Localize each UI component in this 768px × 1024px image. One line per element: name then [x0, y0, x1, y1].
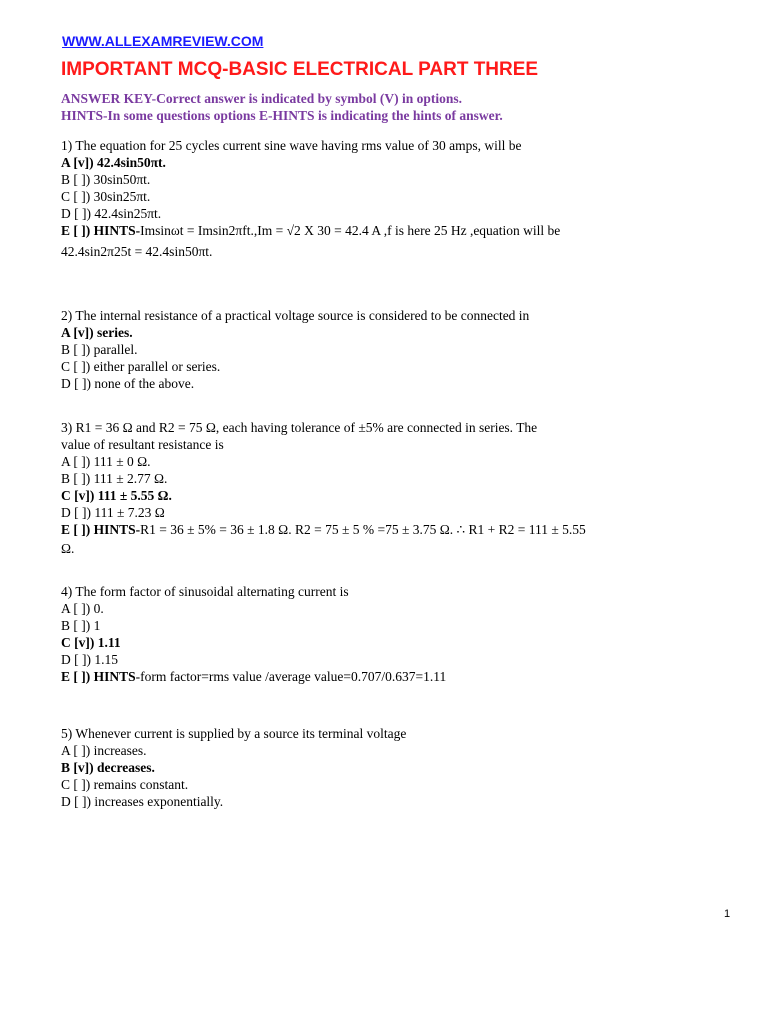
hint-line [61, 222, 681, 239]
question-4 [61, 583, 681, 685]
question-stem: 4) The form factor of sinusoidal alternating current is [61, 584, 349, 599]
hint-text: Imsinωt = Imsin2πft.,Im = √2 X 30 = 42.4 A ,f is here 25 Hz ,equation will be [140, 223, 561, 238]
option-a: A [ ]) 0. [61, 601, 104, 616]
answer-key-note: ANSWER KEY-Correct answer is indicated by symbol (V) in options. [61, 91, 463, 106]
option-d: D [ ]) 111 ± 7.23 Ω [61, 505, 165, 520]
option-a-correct: A [v]) 42.4sin50πt. [61, 155, 166, 170]
hint-line [61, 521, 681, 538]
question-3 [61, 419, 681, 557]
option-b-correct: B [v]) decreases. [61, 760, 155, 775]
hint-label: E [ ]) HINTS- [61, 223, 141, 238]
option-a: A [ ]) 111 ± 0 Ω. [61, 454, 151, 469]
option-a: A [ ]) increases. [61, 743, 147, 758]
question-1 [61, 137, 681, 260]
question-stem: 2) The internal resistance of a practical voltage source is considered to be connected in [61, 308, 530, 323]
option-c: C [ ]) either parallel or series. [61, 359, 221, 374]
option-a-correct: A [v]) series. [61, 325, 133, 340]
question-stem-continued: value of resultant resistance is [61, 437, 224, 452]
question-stem: 5) Whenever current is supplied by a source its terminal voltage [61, 726, 407, 741]
option-c: C [ ]) remains constant. [61, 777, 189, 792]
hint-text-continued: Ω. [61, 541, 75, 556]
hint-label: E [ ]) HINTS- [61, 522, 141, 537]
question-2 [61, 307, 681, 392]
hint-text: R1 = 36 ± 5% = 36 ± 1.8 Ω. R2 = 75 ± 5 % =75 ± 3.75 Ω. ∴ R1 + R2 = 111 ± 5.55 [140, 522, 586, 537]
question-5 [61, 725, 681, 810]
option-b: B [ ]) 30sin50πt. [61, 172, 151, 187]
hint-text-continued: 42.4sin2π25t = 42.4sin50πt. [61, 244, 213, 259]
option-c: C [ ]) 30sin25πt. [61, 189, 151, 204]
option-d: D [ ]) none of the above. [61, 376, 195, 391]
page-title: IMPORTANT MCQ-BASIC ELECTRICAL PART THREE [61, 59, 539, 80]
page-number: 1 [724, 908, 731, 920]
option-b: B [ ]) 1 [61, 618, 101, 633]
option-c-correct: C [v]) 1.11 [61, 635, 121, 650]
site-link[interactable]: WWW.ALLEXAMREVIEW.COM [62, 33, 264, 49]
hint-line [61, 668, 681, 685]
hints-note: HINTS-In some questions options E-HINTS is indicating the hints of answer. [61, 108, 503, 123]
option-d: D [ ]) 42.4sin25πt. [61, 206, 162, 221]
hint-text: -form factor=rms value /average value=0.707/0.637=1.11 [135, 669, 447, 684]
question-stem: 3) R1 = 36 Ω and R2 = 75 Ω, each having tolerance of ±5% are connected in series. The [61, 420, 538, 435]
question-stem: 1) The equation for 25 cycles current sine wave having rms value of 30 amps, will be [61, 138, 522, 153]
hint-label: E [ ]) HINTS [61, 669, 136, 684]
option-d: D [ ]) 1.15 [61, 652, 118, 667]
option-b: B [ ]) parallel. [61, 342, 138, 357]
option-c-correct: C [v]) 111 ± 5.55 Ω. [61, 488, 172, 503]
option-b: B [ ]) 111 ± 2.77 Ω. [61, 471, 168, 486]
option-d: D [ ]) increases exponentially. [61, 794, 224, 809]
